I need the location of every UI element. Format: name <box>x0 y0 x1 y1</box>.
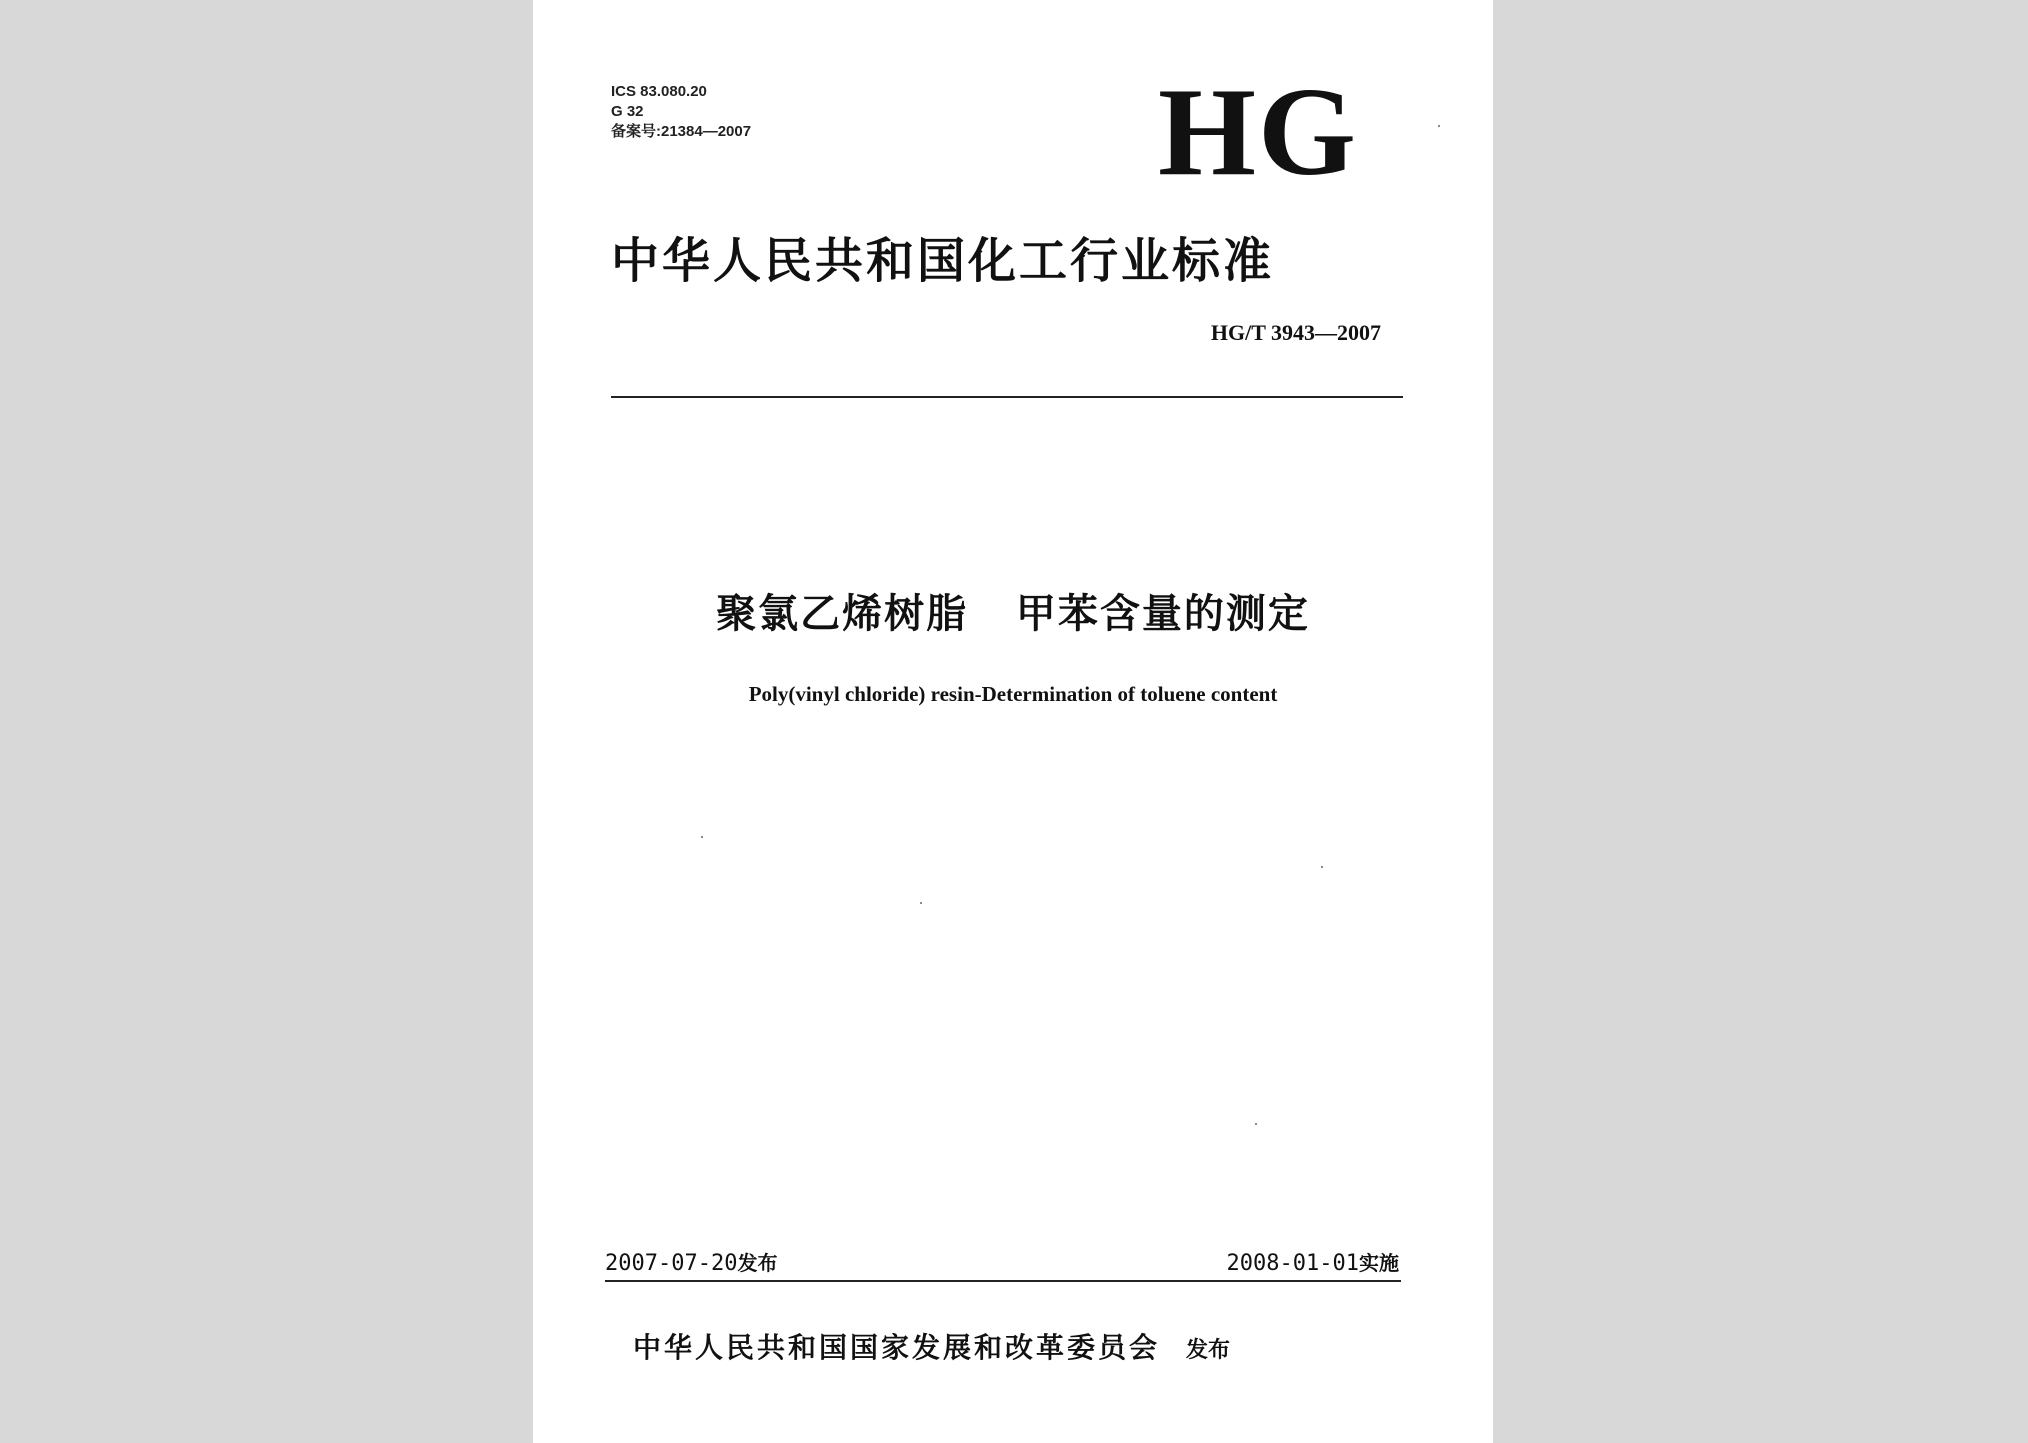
ccs-code: G 32 <box>611 103 644 120</box>
document-page <box>533 0 1493 1443</box>
publisher-organization: 中华人民共和国国家发展和改革委员会 <box>633 1331 1161 1364</box>
top-divider <box>611 396 1403 398</box>
chinese-title: 聚氯乙烯树脂 甲苯含量的测定 <box>716 591 1310 637</box>
publisher-line <box>633 1326 1230 1366</box>
scan-speck <box>701 836 703 838</box>
scan-speck <box>920 902 922 904</box>
bottom-divider <box>605 1280 1401 1282</box>
issue-date-line <box>605 1247 777 1276</box>
scan-speck <box>1438 125 1440 127</box>
issue-label: 发布 <box>737 1251 778 1275</box>
implement-label: 实施 <box>1359 1251 1399 1275</box>
scan-speck <box>1321 866 1323 868</box>
filing-number: 备案号:21384—2007 <box>611 123 752 140</box>
implement-date: 2008-01-01 <box>1226 1251 1359 1276</box>
implement-date-line <box>1227 1247 1399 1276</box>
classification-block <box>611 82 751 142</box>
english-title: Poly(vinyl chloride) resin-Determination of toluene content <box>748 682 1278 706</box>
standard-category-title: 中华人民共和国化工行业标准 <box>611 233 1275 289</box>
hg-logo: HG <box>1157 63 1358 202</box>
publisher-label: 发布 <box>1186 1338 1231 1363</box>
scan-speck <box>1255 1123 1257 1125</box>
ics-code: ICS 83.080.20 <box>611 83 707 100</box>
standard-code: HG/T 3943—2007 <box>1210 320 1381 345</box>
issue-date: 2007-07-20 <box>605 1251 738 1276</box>
